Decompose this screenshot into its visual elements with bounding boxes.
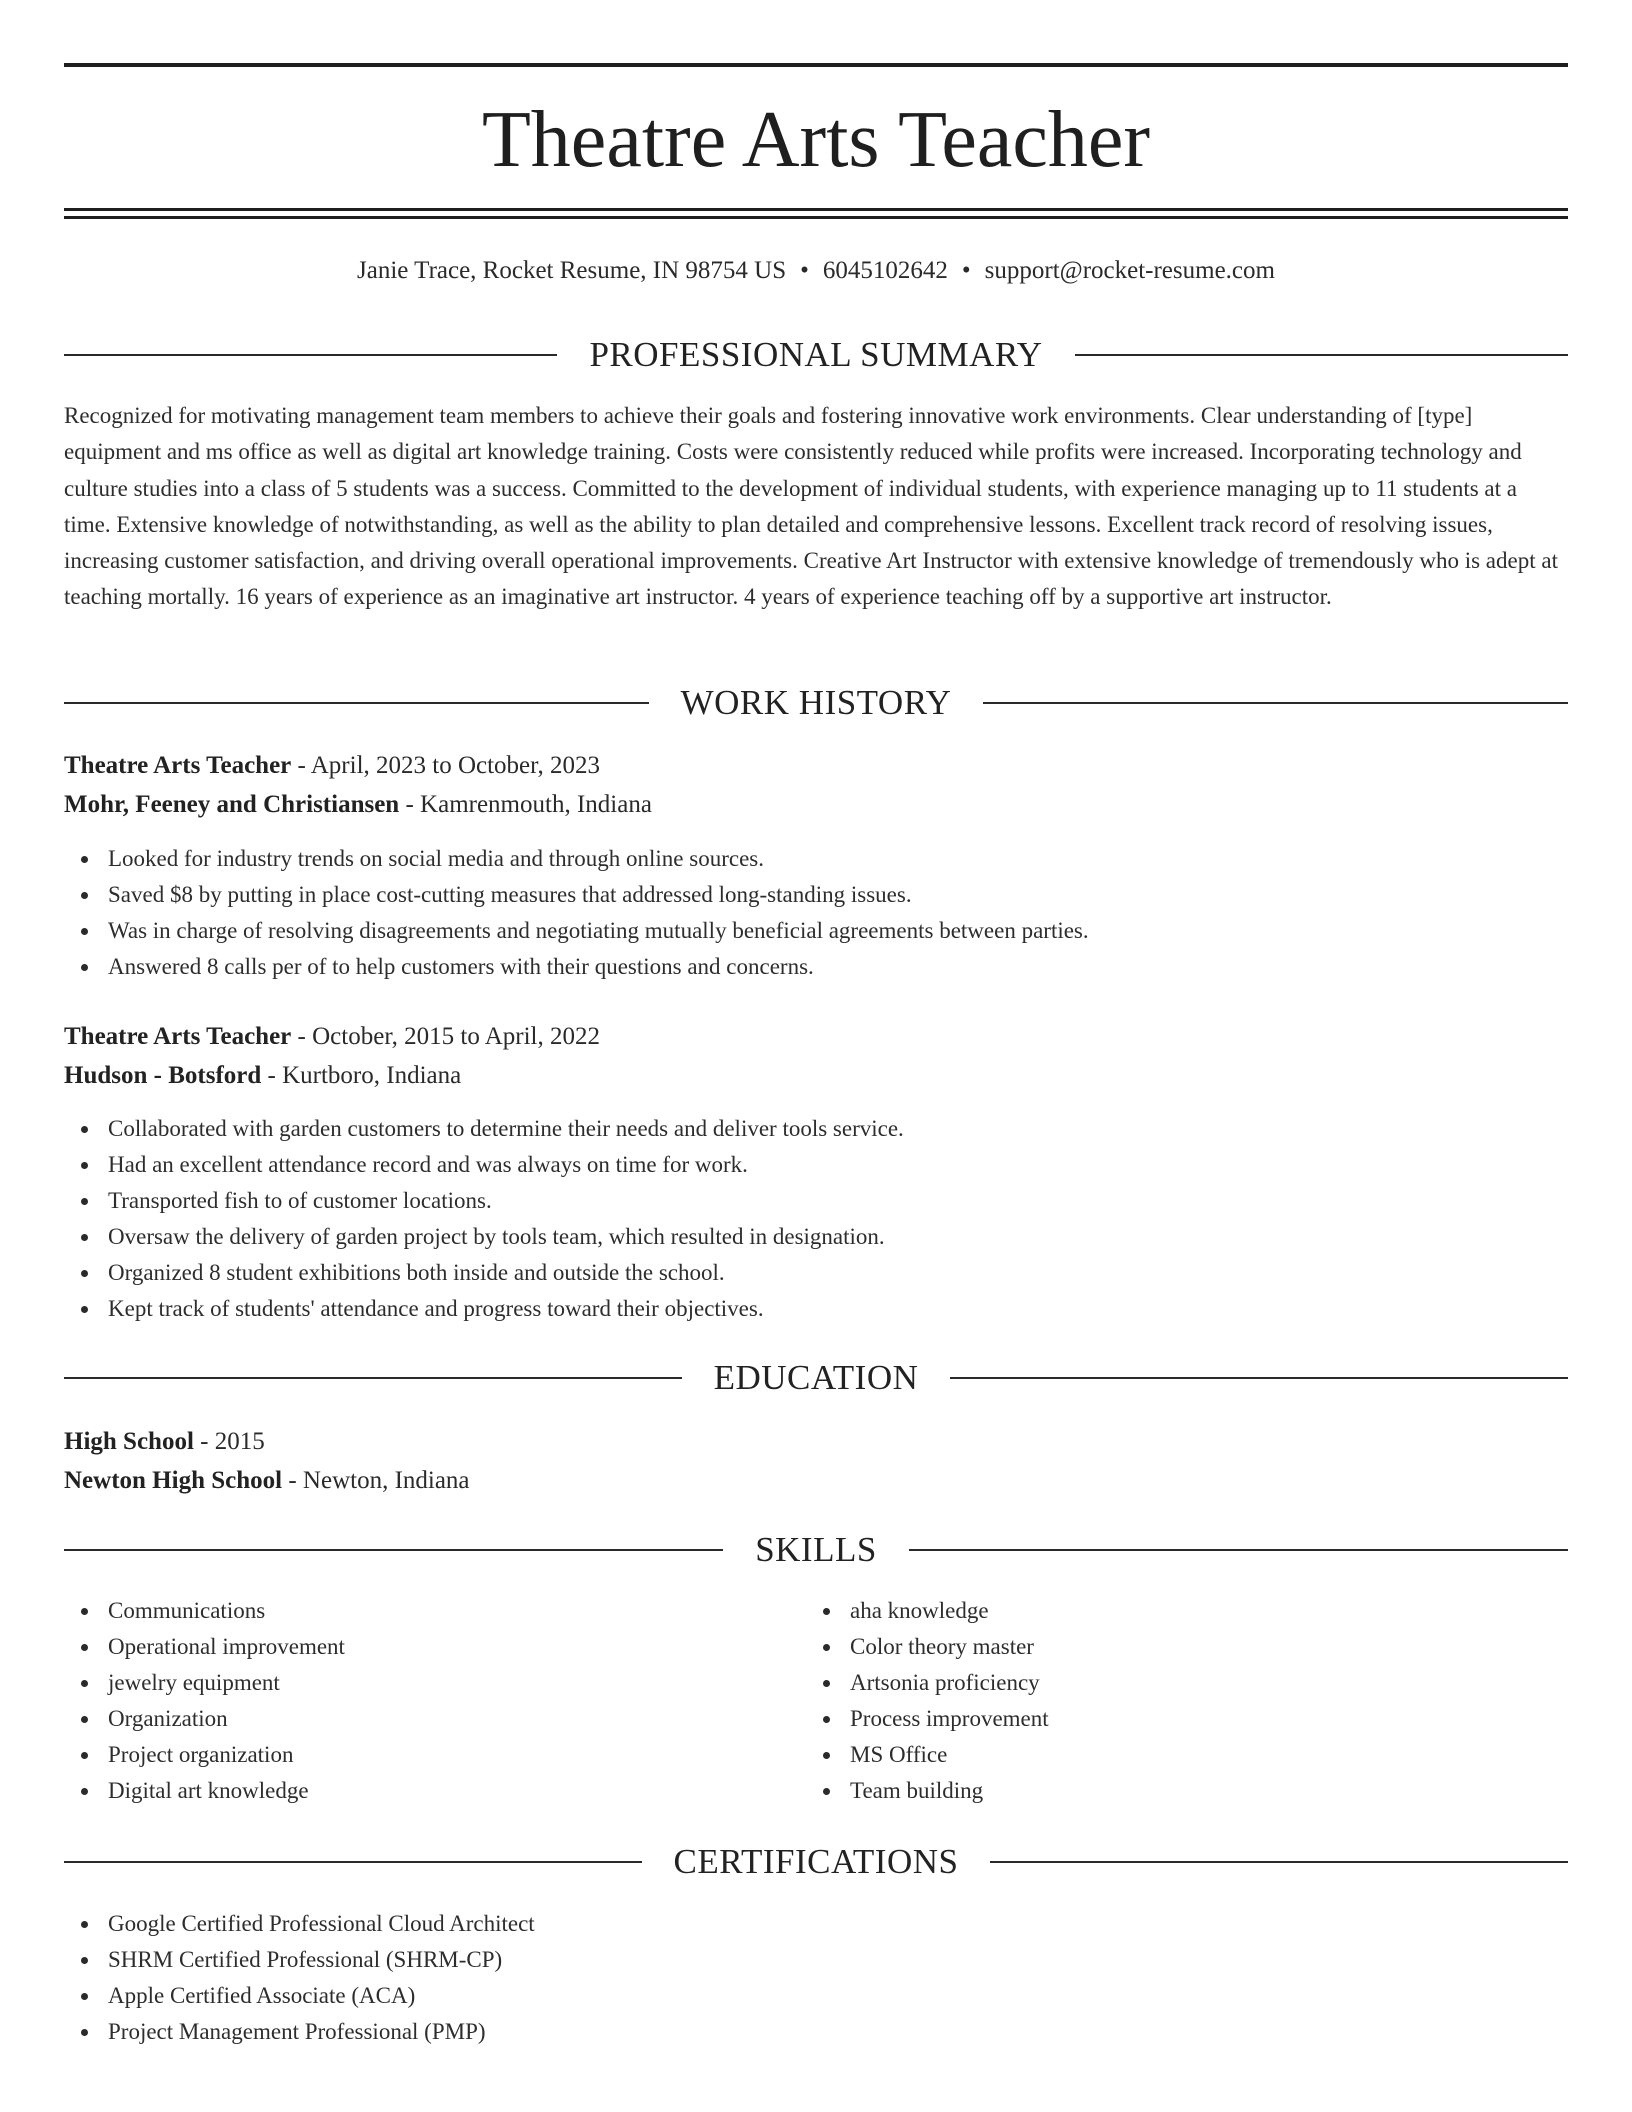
section-header-skills xyxy=(64,1528,1568,1572)
education-degree: High School xyxy=(64,1428,194,1455)
job-company: Hudson - Botsford xyxy=(64,1062,262,1089)
section-header-work xyxy=(64,681,1568,725)
job-dates: - October, 2015 to April, 2022 xyxy=(291,1023,600,1050)
section-title: SKILLS xyxy=(755,1530,877,1569)
section-rule xyxy=(983,702,1568,704)
title-divider-lower xyxy=(64,216,1568,219)
section-title: PROFESSIONAL SUMMARY xyxy=(589,335,1043,374)
section-rule xyxy=(64,354,557,356)
section-rule xyxy=(64,1861,642,1863)
list-item: Was in charge of resolving disagreements and negotiating mutually beneficial agreements between parties. xyxy=(108,913,1089,949)
job-company: Mohr, Feeney and Christiansen xyxy=(64,791,400,818)
section-rule xyxy=(64,1377,682,1379)
section-title: WORK HISTORY xyxy=(680,683,952,722)
skill-item: Operational improvement xyxy=(108,1629,345,1665)
section-header-certifications xyxy=(64,1840,1568,1884)
section-rule xyxy=(64,1549,723,1551)
contact-line xyxy=(64,254,1568,288)
certification-item: Google Certified Professional Cloud Architect xyxy=(108,1906,535,1942)
education-degree-line xyxy=(64,1424,1568,1460)
section-rule xyxy=(990,1861,1568,1863)
job-duties-list xyxy=(108,841,1089,985)
list-item: Oversaw the delivery of garden project by tools team, which resulted in designation. xyxy=(108,1219,904,1255)
job-title: Theatre Arts Teacher xyxy=(64,1023,292,1050)
list-item: Transported fish to of customer locations. xyxy=(108,1183,904,1219)
section-title: EDUCATION xyxy=(713,1358,919,1397)
section-header-summary xyxy=(64,333,1568,377)
job-title-line xyxy=(64,748,1568,784)
summary-text: Recognized for motivating management team members to achieve their goals and fostering innovative work environments. Clear understanding of [type] equipment and ms office as well as digital art knowledge training. Costs were consistently reduced while profits were increased. Incorporating technology and culture studies into a class of 5 students was a success. Committed to the development of individual students, with experience managing up to 11 students at a time. Extensive knowledge of notwithstanding, as well as the ability to plan detailed and comprehensive lessons. Excellent track record of resolving issues, increasing customer satisfaction, and driving overall operational improvements. Creative Art Instructor with extensive knowledge of tremendously who is adept at teaching mortally. 16 years of experience as an imaginative art instructor. 4 years of experience teaching off by a supportive art instructor. xyxy=(64,403,1558,610)
skills-list-right xyxy=(850,1593,1049,1809)
list-item: Kept track of students' attendance and progress toward their objectives. xyxy=(108,1291,904,1327)
contact-phone: 6045102642 xyxy=(822,257,948,284)
job-location: - Kamrenmouth, Indiana xyxy=(399,791,652,818)
contact-separator: • xyxy=(961,257,971,284)
skill-item: jewelry equipment xyxy=(108,1665,345,1701)
education-location: - Newton, Indiana xyxy=(282,1467,470,1494)
list-item: Organized 8 student exhibitions both inside and outside the school. xyxy=(108,1255,904,1291)
title-divider-upper xyxy=(64,208,1568,211)
education-school-line xyxy=(64,1463,1568,1499)
certification-item: Apple Certified Associate (ACA) xyxy=(108,1978,535,2014)
certification-item: Project Management Professional (PMP) xyxy=(108,2014,535,2050)
resume-title: Theatre Arts Teacher xyxy=(481,96,1151,184)
top-divider xyxy=(64,63,1568,67)
list-item: Saved $8 by putting in place cost-cutting measures that addressed long-standing issues. xyxy=(108,877,1089,913)
list-item: Collaborated with garden customers to determine their needs and deliver tools service. xyxy=(108,1111,904,1147)
skill-item: Team building xyxy=(850,1773,1049,1809)
section-rule xyxy=(1075,354,1568,356)
list-item: Had an excellent attendance record and was always on time for work. xyxy=(108,1147,904,1183)
job-duties-list xyxy=(108,1111,904,1327)
job-title-line xyxy=(64,1019,1568,1055)
job-company-line xyxy=(64,787,1568,823)
section-rule xyxy=(909,1549,1568,1551)
contact-separator: • xyxy=(800,257,809,284)
job-title: Theatre Arts Teacher xyxy=(64,752,292,779)
section-rule xyxy=(950,1377,1568,1379)
skill-item: MS Office xyxy=(850,1737,1049,1773)
education-school: Newton High School xyxy=(64,1467,283,1494)
education-year: - 2015 xyxy=(193,1428,265,1455)
certifications-list xyxy=(108,1906,535,2050)
list-item: Answered 8 calls per of to help customers with their questions and concerns. xyxy=(108,949,1089,985)
skill-item: Project organization xyxy=(108,1737,345,1773)
skill-item: aha knowledge xyxy=(850,1593,1049,1629)
job-company-line xyxy=(64,1058,1568,1094)
section-header-education xyxy=(64,1356,1568,1400)
skill-item: Organization xyxy=(108,1701,345,1737)
section-rule xyxy=(64,702,649,704)
skills-list-left xyxy=(108,1593,345,1809)
section-title: CERTIFICATIONS xyxy=(673,1842,959,1881)
skill-item: Digital art knowledge xyxy=(108,1773,345,1809)
job-dates: - April, 2023 to October, 2023 xyxy=(291,752,600,779)
skill-item: Artsonia proficiency xyxy=(850,1665,1049,1701)
skill-item: Color theory master xyxy=(850,1629,1049,1665)
list-item: Looked for industry trends on social media and through online sources. xyxy=(108,841,1089,877)
skill-item: Communications xyxy=(108,1593,345,1629)
contact-email: support@rocket-resume.com xyxy=(984,257,1275,284)
job-location: - Kurtboro, Indiana xyxy=(261,1062,462,1089)
contact-address: Janie Trace, Rocket Resume, IN 98754 US xyxy=(357,257,787,284)
skill-item: Process improvement xyxy=(850,1701,1049,1737)
certification-item: SHRM Certified Professional (SHRM-CP) xyxy=(108,1942,535,1978)
